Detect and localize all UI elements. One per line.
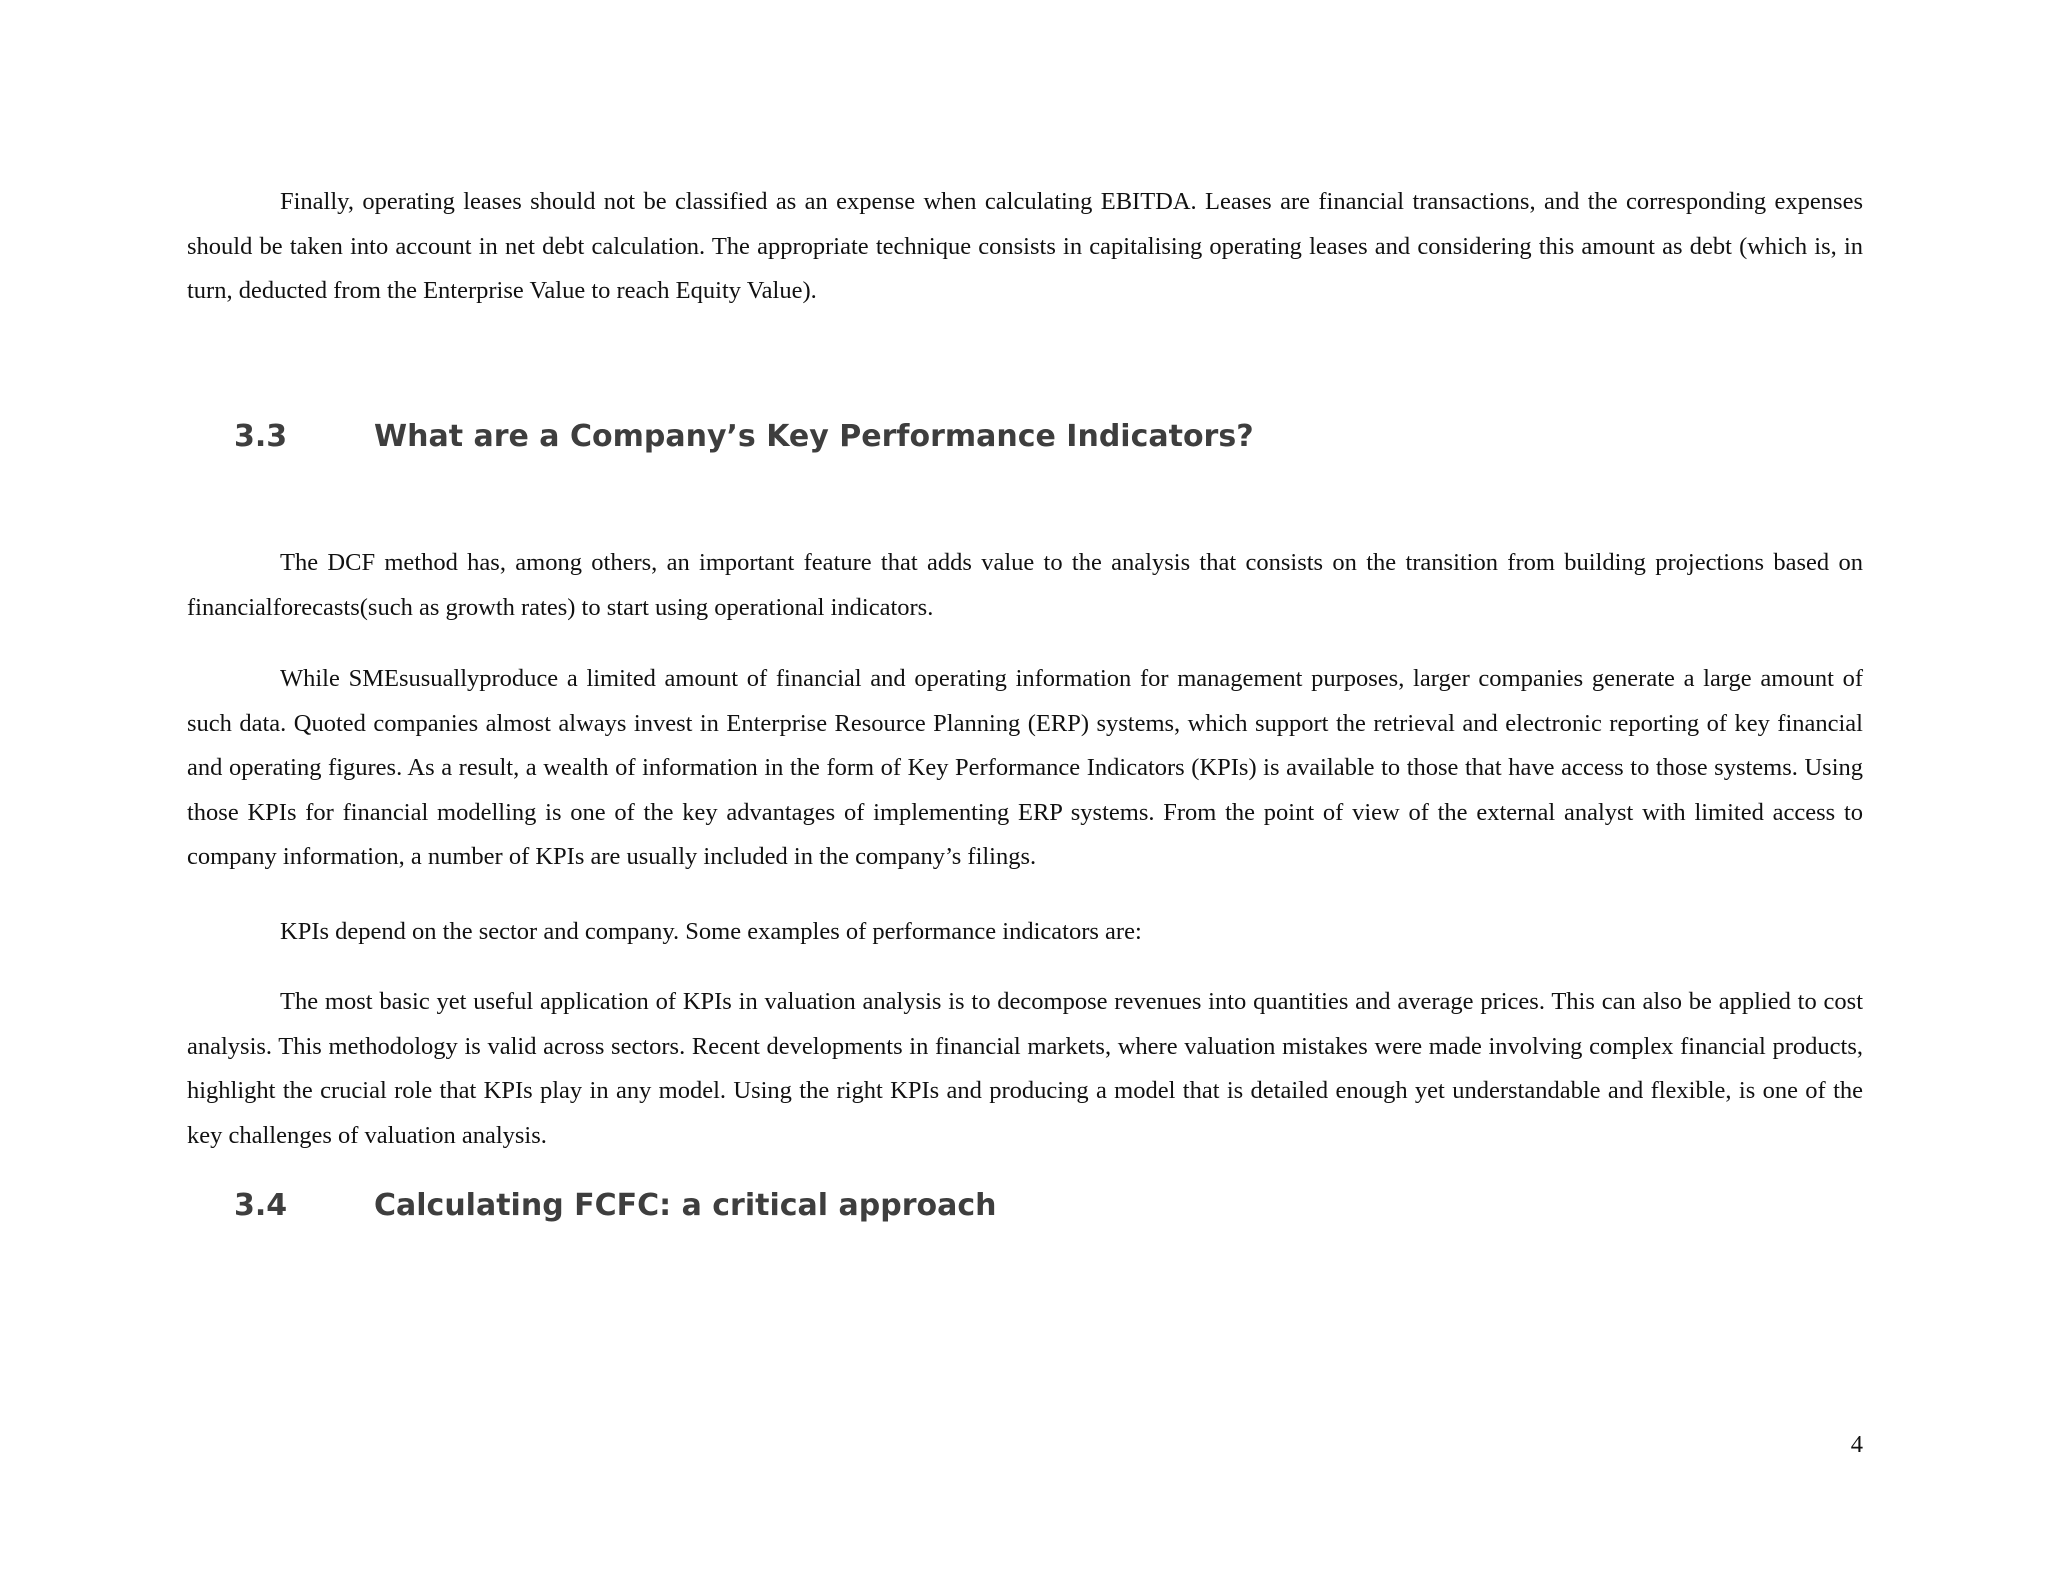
section-number: 3.4 [234,1188,288,1223]
section-heading-3-4 [234,1186,997,1226]
paragraph-dcf-method: The DCF method has, among others, an important feature that adds value to the analysis that consists on the transition from building projections based on financialforecasts(such as growth rates) to start using operational indicators. [187,549,1863,621]
section-heading-3-3 [234,417,1254,457]
paragraph-kpi-data: While SMEsusuallyproduce a limited amount of financial and operating information for management purposes, larger companies generate a large amount of such data. Quoted companies almost always invest in Enterprise Resource Planning (ERP) systems, which support the retrieval and electronic reporting of key financial and operating figures. As a result, a wealth of information in the form of Key Performance Indicators (KPIs) is available to those that have access to those systems. Using those KPIs for financial modelling is one of the key advantages of implementing ERP systems. From the point of view of the external analyst with limited access to company information, a number of KPIs are usually included in the company’s filings. [187,665,1863,871]
section-title: Calculating FCFC: a critical approach [374,1188,997,1223]
section-title: What are a Company’s Key Performance Indicators? [374,419,1254,454]
paragraph-kpi-examples: KPIs depend on the sector and company. Some examples of performance indicators are: [280,918,1142,945]
paragraph-kpi-application: The most basic yet useful application of KPIs in valuation analysis is to decompose revenues into quantities and average prices. This can also be applied to cost analysis. This methodology is valid across sectors. Recent developments in financial markets, where valuation mistakes were made involving complex financial products, highlight the crucial role that KPIs play in any model. Using the right KPIs and producing a model that is detailed enough yet understandable and flexible, is one of the key challenges of valuation analysis. [187,988,1863,1149]
section-number: 3.3 [234,419,288,454]
paragraph-operating-leases: Finally, operating leases should not be classified as an expense when calculating EBITDA. Leases are financial transactions, and the corresponding expenses should be taken into account in net debt calculation. The appropriate technique consists in capitalising operating leases and considering this amount as debt (which is, in turn, deducted from the Enterprise Value to reach Equity Value). [187,188,1863,305]
page-number: 4 [1850,1431,1863,1458]
